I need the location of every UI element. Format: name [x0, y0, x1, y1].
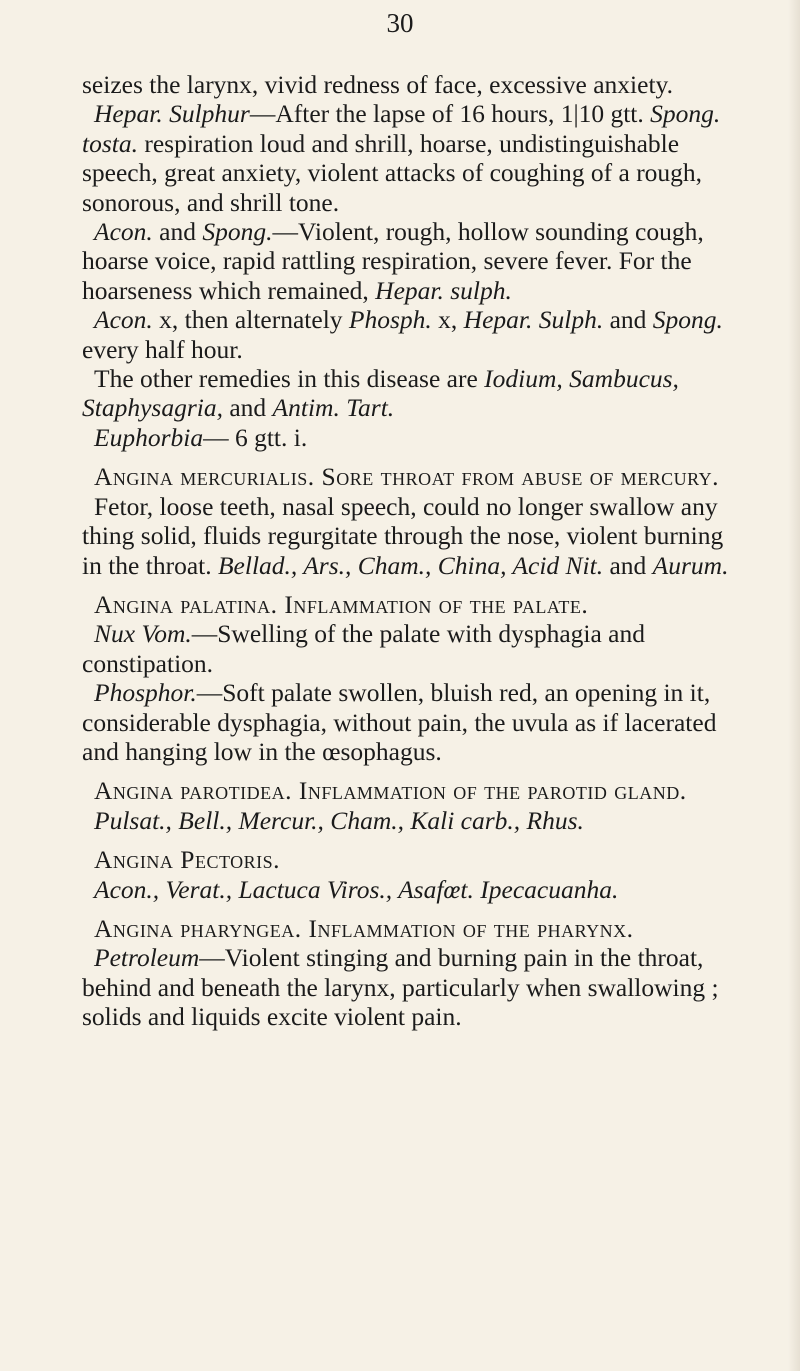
paragraph-text: —Violent, rough, hollow sounding cough, hoarse voice, rapid rattling respiration, severe fever. For the hoarseness which remained, [82, 217, 704, 305]
paragraph-text: and [603, 305, 653, 335]
remedy-name: Euphorbia [94, 422, 204, 452]
section-heading-angina-parotidea: Angina parotidea. Inflammation of the parotid gland. [94, 776, 687, 806]
remedy-name: Acon. [94, 217, 153, 247]
paragraph-text: Fetor, loose teeth, nasal speech, could no longer swallow any thing solid, fluids regurgitate through the nose, violent burning in the throat. [82, 491, 724, 580]
remedy-name: Phosphor. [94, 678, 197, 708]
section-heading-angina-mercurialis: Angina mercurialis. Sore throat from abuse of mercury. [94, 462, 720, 492]
remedy-name: Nux Vom. [94, 619, 192, 649]
remedy-name: Antim. Tart. [272, 393, 395, 423]
paragraph-text: x, [431, 305, 464, 335]
page-body [82, 70, 737, 1032]
paragraph-nux-vom [82, 619, 737, 678]
paragraph-pectoris-remedies: Acon., Verat., Lactuca Viros., Asafœt. Ipecacuanha. [94, 874, 619, 904]
paragraph-text: and [152, 217, 203, 247]
paragraph-text: and [222, 393, 273, 423]
paragraph-other-remedies [82, 364, 737, 423]
paragraph-text: —Soft palate swollen, bluish red, an opening in it, considerable dysphagia, without pain, the uvula as if lacerated and hanging low in the œsophagus. [82, 678, 717, 766]
remedy-name: Hepar. Sulphur [94, 99, 250, 129]
paragraph-fetor [82, 492, 737, 580]
remedy-name: Hepar. Sulph. [463, 305, 604, 335]
paragraph-alternation [82, 305, 737, 364]
paragraph-text: respiration loud and shrill, hoarse, undistinguishable speech, great anxiety, violent attacks of coughing of a rough, sonorous, and shrill tone. [82, 128, 703, 217]
paragraph-euphorbia [82, 423, 737, 452]
remedy-name: Bellad., Ars., Cham., China, Acid Nit. [217, 550, 604, 580]
page-number: 30 [386, 8, 414, 38]
section-heading-angina-palatina: Angina palatina. Inflammation of the palate. [94, 589, 589, 619]
paragraph-text: x, then alternately [152, 305, 349, 335]
paragraph-parotidea-remedies: Pulsat., Bell., Mercur., Cham., Kali carb., Rhus. [94, 805, 584, 835]
remedy-name: Aurum. [652, 550, 729, 580]
paragraph-phosphor [82, 678, 737, 766]
paragraph-acon-spong [82, 217, 737, 305]
remedy-name: Hepar. sulph. [375, 275, 512, 305]
section-heading-angina-pectoris: Angina Pectoris. [94, 845, 281, 875]
section-heading-angina-pharyngea: Angina pharyngea. Inflammation of the pharynx. [94, 913, 634, 943]
remedy-name: Phosph. [348, 305, 432, 335]
paragraph-continuation: seizes the larynx, vivid redness of face, excessive anxiety. [82, 70, 673, 99]
remedy-name: Iodium, Sambucus, Staphysagria, [82, 364, 679, 423]
page-edge-shadow [788, 0, 800, 1371]
paragraph-petroleum [82, 943, 737, 1031]
paragraph-text: every half hour. [82, 334, 243, 364]
paragraph-hepar-sulphur [82, 99, 737, 217]
remedy-name: Spong. tosta. [82, 99, 721, 158]
paragraph-text: —Swelling of the palate with dysphagia and constipation. [82, 619, 645, 678]
remedy-name: Spong. [202, 217, 273, 247]
paragraph-text: —After the lapse of 16 hours, 1|10 gtt. [249, 99, 651, 129]
remedy-name: Spong. [652, 305, 723, 335]
paragraph-text: The other remedies in this disease are [94, 364, 485, 394]
paragraph-text: — 6 gtt. i. [203, 422, 308, 452]
paragraph-text: and [603, 550, 653, 580]
remedy-name: Acon. [94, 305, 153, 335]
paragraph-text: —Violent stinging and burning pain in the throat, behind and beneath the larynx, particularly when swallowing ; solids and liquids excite violent pain. [82, 943, 719, 1032]
remedy-name: Petroleum [94, 943, 200, 973]
